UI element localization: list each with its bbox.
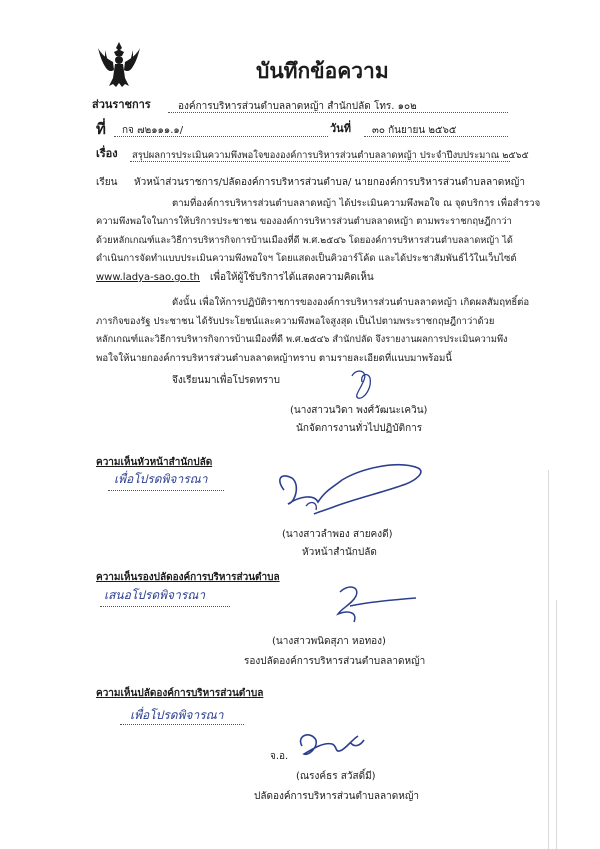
paragraph1-tail: เพื่อให้ผู้ใช้บริการได้แสดงความคิดเห็น [210,272,374,283]
opinion1-signer-position: หัวหน้าสำนักปลัด [302,547,377,558]
subject-dotline [130,161,510,162]
ref-label: ที่ [96,120,106,138]
signature-4-icon [288,726,372,768]
date-label: วันที่ [330,122,351,135]
opinion1-label: ความเห็นหัวหน้าสำนักปลัด [96,457,213,468]
paragraph2-line: หลักเกณฑ์และวิธีการบริหารกิจการบ้านเมืองที่ดี พ.ศ.๒๕๔๖ สำนักปลัด จึงรายงานผลการประเมินความพึง [96,334,508,345]
opinion3-dotline [120,724,244,725]
paragraph1-line: ตามที่องค์การบริหารส่วนตำบลลาดหญ้า ได้ประเมินความพึงพอใจ ณ จุดบริการ เพื่อสำรวจ [172,198,541,209]
scan-edge-line [556,600,557,849]
date-value: ๓๐ กันยายน ๒๕๖๕ [372,125,457,136]
signature-3-icon [320,578,430,632]
scan-edge-line [548,470,549,849]
signer1-name: (นางสาวนวิดา พงศ์วัฒนะเควิน) [290,405,428,416]
agency-dotline [168,112,508,113]
signer1-position: นักจัดการงานทั่วไปปฏิบัติการ [296,423,423,434]
opinion2-label: ความเห็นรองปลัดองค์การบริหารส่วนตำบล [96,572,280,583]
garuda-emblem-icon [96,40,142,88]
ref-value: กจ ๗๒๑๑๑.๑/ [122,125,184,136]
paragraph1-line: ความพึงพอใจในการให้บริการประชาชน ขององค์การบริหารส่วนตำบลลาดหญ้า ตามพระราชกฤษฎีกาว่า [96,216,512,227]
opinion2-dotline [100,606,230,607]
salutation-value: หัวหน้าส่วนราชการ/ปลัดองค์การบริหารส่วนตำบล/ นายกองค์การบริหารส่วนตำบลลาดหญ้า [134,177,525,188]
signature-2-icon [266,450,436,526]
memo-title: บันทึกข้อความ [256,59,389,83]
opinion3-handwritten: เพื่อโปรดพิจารณา [130,708,224,722]
opinion1-handwritten: เพื่อโปรดพิจารณา [114,472,208,486]
acting-prefix: จ.อ. [270,751,289,762]
paragraph2-line: ดังนั้น เพื่อให้การปฏิบัติราชการขององค์การบริหารส่วนตำบลลาดหญ้า เกิดผลสัมฤทธิ์ต่อ [172,297,530,308]
agency-value: องค์การบริหารส่วนตำบลลาดหญ้า สำนักปลัด โทร. ๑๐๒ [178,101,417,112]
subject-value: สรุปผลการประเมินความพึงพอใจขององค์การบริหารส่วนตำบลลาดหญ้า ประจำปีงบประมาณ ๒๕๖๕ [132,150,529,161]
date-dotline [364,136,508,137]
paragraph2-line: ภารกิจของรัฐ ประชาชน ได้รับประโยชน์และความพึงพอใจสูงสุด เป็นไปตามพระราชกฤษฎีกาว่าด้วย [96,316,495,327]
opinion1-dotline [108,490,224,491]
closing-text: จึงเรียนมาเพื่อโปรดทราบ [172,375,280,386]
paragraph2-line: พอใจให้นายกองค์การบริหารส่วนตำบลลาดหญ้าทราบ ตามรายละเอียดที่แนบมาพร้อมนี้ [96,353,452,364]
opinion3-signer-name: (ณรงค์ธร สวัสดิ์มี) [296,771,376,782]
agency-label: ส่วนราชการ [92,98,151,111]
website-link[interactable]: www.ladya-sao.go.th [96,272,200,283]
signature-1-icon [346,366,382,402]
opinion2-handwritten: เสนอโปรดพิจารณา [104,588,206,602]
opinion3-label: ความเห็นปลัดองค์การบริหารส่วนตำบล [96,688,264,699]
opinion2-signer-position: รองปลัดองค์การบริหารส่วนตำบลลาดหญ้า [244,656,426,667]
opinion1-signer-name: (นางสาวลำพอง สายคงดี) [282,529,393,540]
paragraph1-line: ดำเนินการจัดทำแบบประเมินความพึงพอใจฯ โดยแสดงเป็นคิวอาร์โค้ด และได้ประชาสัมพันธ์ไว้ในเว็บไซต์ [96,253,517,264]
opinion2-signer-name: (นางสาวพนิดสุภา หอทอง) [272,636,386,647]
paragraph1-line: ด้วยหลักเกณฑ์และวิธีการบริหารกิจการบ้านเมืองที่ดี พ.ศ.๒๕๔๖ โดยองค์การบริหารส่วนตำบลลาดหญ้า ได้ [96,235,513,246]
salutation-label: เรียน [96,177,118,188]
ref-dotline [114,136,328,137]
opinion3-signer-position: ปลัดองค์การบริหารส่วนตำบลลาดหญ้า [254,791,419,802]
subject-label: เรื่อง [96,147,118,160]
